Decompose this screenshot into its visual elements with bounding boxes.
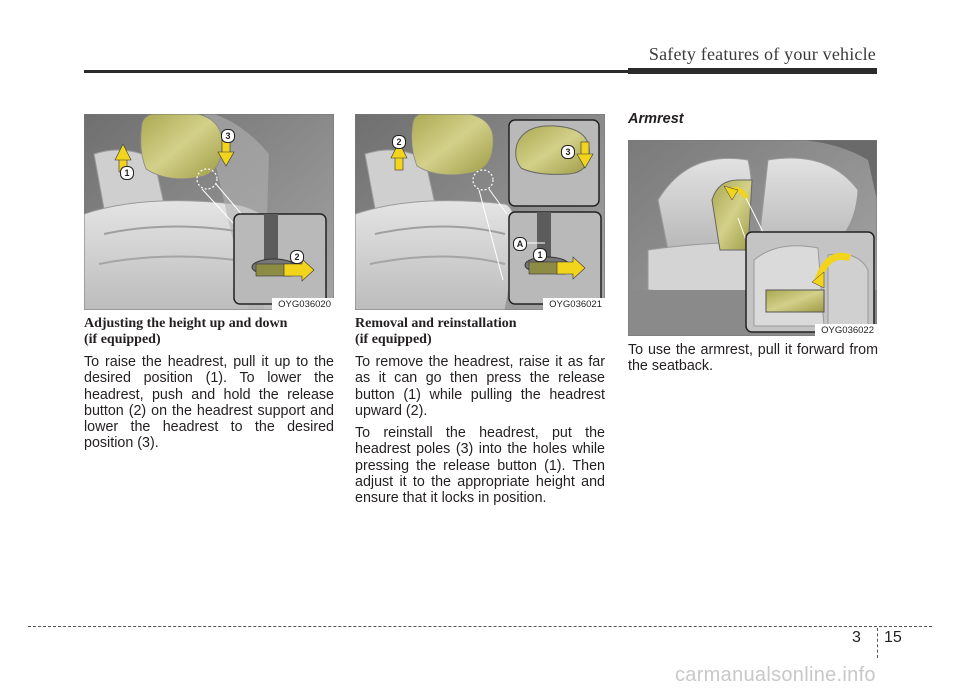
headrest-adjust-illustration	[84, 114, 334, 310]
marker-2: 2	[290, 250, 304, 264]
section-heading-qualifier: (if equipped)	[84, 332, 161, 347]
body-paragraph: To use the armrest, pull it forward from the seatback.	[628, 342, 878, 375]
footer-rule	[28, 626, 932, 627]
headrest-removal-figure	[355, 114, 605, 310]
armrest-figure	[628, 140, 877, 336]
body-paragraph: To raise the headrest, pull it up to the desired position (1). To lower the headrest, push and hold the release button (2) on the headrest support and lower the headrest to the desired position (3).	[84, 354, 334, 452]
column-adjust-height	[84, 316, 334, 452]
body-paragraph: To reinstall the headrest, put the headrest poles (3) into the holes while pressing the release button (1). Then adjust it to the appropriate height and ensure that it locks in position.	[355, 425, 605, 507]
armrest-heading: Armrest	[628, 111, 684, 127]
marker-2: 2	[392, 135, 406, 149]
marker-3: 3	[561, 145, 575, 159]
section-heading: Adjusting the height up and down	[84, 316, 288, 331]
column-armrest	[628, 342, 878, 375]
marker-1: 1	[120, 166, 134, 180]
figure-caption: OYG036022	[815, 324, 877, 336]
watermark: carmanualsonline.info	[675, 664, 876, 686]
chapter-number: 3	[852, 629, 861, 646]
figure-caption: OYG036020	[272, 298, 334, 310]
header-rule-accent	[628, 68, 877, 74]
footer-divider	[877, 628, 878, 658]
marker-a: A	[513, 237, 527, 251]
armrest-illustration	[628, 140, 877, 336]
section-title: Safety features of your vehicle	[648, 44, 876, 64]
figure-caption: OYG036021	[543, 298, 605, 310]
section-heading: Removal and reinstallation	[355, 316, 517, 331]
marker-1: 1	[533, 248, 547, 262]
page-number: 15	[884, 629, 902, 646]
section-heading-qualifier: (if equipped)	[355, 332, 432, 347]
column-removal	[355, 316, 605, 507]
marker-3: 3	[221, 129, 235, 143]
body-paragraph: To remove the headrest, raise it as far as it can go then press the release button (1) while pulling the headrest upward (2).	[355, 354, 605, 419]
headrest-adjust-figure	[84, 114, 334, 310]
